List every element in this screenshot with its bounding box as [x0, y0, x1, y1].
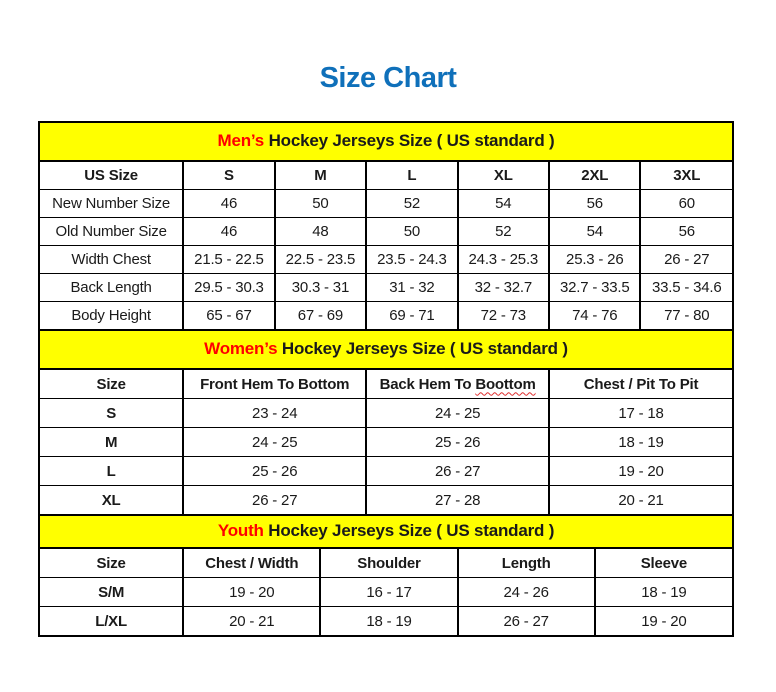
row-label-cell: S/M	[40, 578, 183, 607]
table-row	[40, 457, 732, 486]
value-cell: 50	[366, 218, 457, 246]
header-cell: Size	[96, 554, 126, 572]
value-cell: 23 - 24	[183, 399, 366, 428]
value-cell: 18 - 19	[595, 578, 732, 607]
value-cell: 31 - 32	[366, 274, 457, 302]
value-cell: 29.5 - 30.3	[183, 274, 274, 302]
value-cell: 24.3 - 25.3	[458, 246, 549, 274]
row-label-cell: L/XL	[40, 607, 183, 636]
row-label-cell: Old Number Size	[40, 218, 183, 246]
mens-section-banner	[40, 123, 732, 162]
value-cell: 52	[458, 218, 549, 246]
value-cell: 17 - 18	[549, 399, 732, 428]
youth-banner-highlight: Youth	[217, 521, 264, 540]
value-cell: 18 - 19	[549, 428, 732, 457]
table-row	[40, 578, 732, 607]
mens-size-table	[40, 162, 732, 329]
value-cell: 65 - 67	[183, 302, 274, 330]
value-cell: 19 - 20	[183, 578, 320, 607]
table-row	[40, 218, 732, 246]
value-cell: 26 - 27	[183, 486, 366, 515]
value-cell: 46	[183, 190, 274, 218]
header-cell	[366, 370, 549, 399]
value-cell: 69 - 71	[366, 302, 457, 330]
header-cell: US Size	[84, 167, 138, 184]
value-cell: 67 - 69	[275, 302, 366, 330]
mens-banner-text: Hockey Jerseys Size ( US standard )	[264, 131, 555, 150]
value-cell: 26 - 27	[458, 607, 595, 636]
header-cell: L	[366, 162, 457, 190]
row-label-cell: Body Height	[40, 302, 183, 330]
value-cell: 24 - 25	[366, 399, 549, 428]
header-cell: 3XL	[640, 162, 732, 190]
header-cell: Front Hem To Bottom	[183, 370, 366, 399]
header-cell: 2XL	[549, 162, 640, 190]
header-cell: Length	[458, 549, 595, 578]
value-cell: 56	[640, 218, 732, 246]
value-cell: 32 - 32.7	[458, 274, 549, 302]
value-cell: 56	[549, 190, 640, 218]
value-cell: 33.5 - 34.6	[640, 274, 732, 302]
value-cell: 19 - 20	[549, 457, 732, 486]
row-label-cell: Width Chest	[40, 246, 183, 274]
value-cell: 30.3 - 31	[275, 274, 366, 302]
value-cell: 26 - 27	[366, 457, 549, 486]
header-cell: XL	[458, 162, 549, 190]
youth-header-row	[40, 549, 732, 578]
womens-banner-highlight: Women’s	[204, 339, 278, 358]
value-cell: 60	[640, 190, 732, 218]
youth-banner-text: Hockey Jerseys Size ( US standard )	[263, 521, 555, 540]
mens-header-row	[40, 162, 732, 190]
value-cell: 46	[183, 218, 274, 246]
table-row	[40, 399, 732, 428]
header-cell: M	[275, 162, 366, 190]
header-cell: Shoulder	[320, 549, 457, 578]
table-row	[40, 486, 732, 515]
value-cell: 25 - 26	[183, 457, 366, 486]
womens-size-table	[40, 370, 732, 514]
value-cell: 16 - 17	[320, 578, 457, 607]
value-cell: 25.3 - 26	[549, 246, 640, 274]
size-chart-tables	[38, 121, 734, 637]
table-row	[40, 274, 732, 302]
table-row	[40, 190, 732, 218]
value-cell: 20 - 21	[183, 607, 320, 636]
womens-banner-text: Hockey Jerseys Size ( US standard )	[277, 339, 568, 358]
row-label-cell: M	[40, 428, 183, 457]
womens-section-banner	[40, 329, 732, 370]
value-cell: 25 - 26	[366, 428, 549, 457]
value-cell: 74 - 76	[549, 302, 640, 330]
header-text: Back Hem To	[379, 375, 472, 393]
womens-header-row	[40, 370, 732, 399]
value-cell: 22.5 - 23.5	[275, 246, 366, 274]
value-cell: 27 - 28	[366, 486, 549, 515]
value-cell: 23.5 - 24.3	[366, 246, 457, 274]
header-cell: Sleeve	[595, 549, 732, 578]
value-cell: 24 - 25	[183, 428, 366, 457]
value-cell: 20 - 21	[549, 486, 732, 515]
value-cell: 77 - 80	[640, 302, 732, 330]
youth-size-table	[40, 549, 732, 635]
value-cell: 72 - 73	[458, 302, 549, 330]
row-label-cell: Back Length	[40, 274, 183, 302]
value-cell: 21.5 - 22.5	[183, 246, 274, 274]
value-cell: 54	[549, 218, 640, 246]
value-cell: 52	[366, 190, 457, 218]
header-cell: S	[183, 162, 274, 190]
header-cell: Chest / Pit To Pit	[549, 370, 732, 399]
misspelled-word: Boottom	[475, 375, 536, 393]
value-cell: 24 - 26	[458, 578, 595, 607]
row-label-cell: New Number Size	[40, 190, 183, 218]
value-cell: 32.7 - 33.5	[549, 274, 640, 302]
value-cell: 18 - 19	[320, 607, 457, 636]
page-title: Size Chart	[319, 62, 457, 94]
table-row	[40, 246, 732, 274]
youth-section-banner	[40, 514, 732, 549]
row-label-cell: L	[40, 457, 183, 486]
value-cell: 26 - 27	[640, 246, 732, 274]
row-label-cell: S	[40, 399, 183, 428]
table-row	[40, 607, 732, 636]
value-cell: 54	[458, 190, 549, 218]
header-cell: Chest / Width	[183, 549, 320, 578]
value-cell: 19 - 20	[595, 607, 732, 636]
header-cell: Size	[96, 375, 126, 393]
table-row	[40, 428, 732, 457]
value-cell: 48	[275, 218, 366, 246]
value-cell: 50	[275, 190, 366, 218]
table-row	[40, 302, 732, 330]
mens-banner-highlight: Men’s	[217, 131, 265, 150]
row-label-cell: XL	[40, 486, 183, 515]
